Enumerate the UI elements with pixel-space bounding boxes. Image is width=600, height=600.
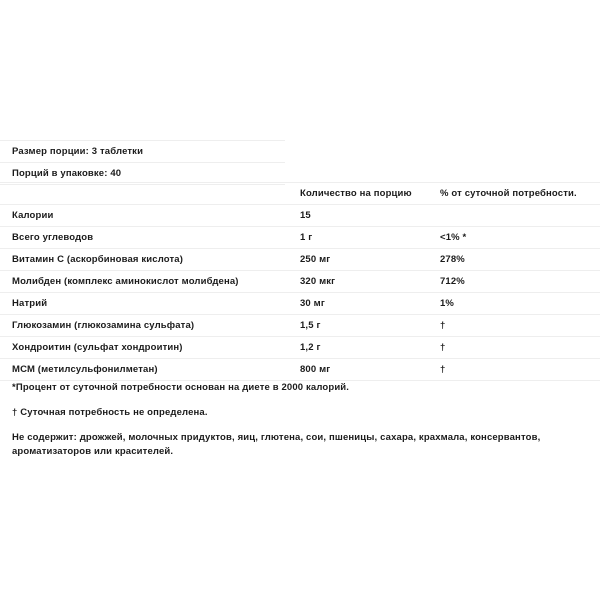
nutrient-amount: 15 <box>300 205 440 227</box>
table-row <box>0 293 600 315</box>
nutrient-daily-value: <1% * <box>440 227 600 249</box>
footnotes-block <box>12 381 572 470</box>
nutrient-name: Глюкозамин (глюкозамина сульфата) <box>0 315 300 337</box>
table-row <box>0 337 600 359</box>
footnote-dagger: † Суточная потребность не определена. <box>12 407 208 418</box>
serving-info-block <box>0 140 285 185</box>
footnote-free-from: Не содержит: дрожжей, молочных придуктов, яиц, глютена, сои, пшеницы, сахара, крахмала, консервантов, ароматизаторов или красителей. <box>12 432 541 457</box>
nutrient-amount: 320 мкг <box>300 271 440 293</box>
supplement-facts-table <box>0 182 600 381</box>
nutrient-name: Молибден (комплекс аминокислот молибдена) <box>0 271 300 293</box>
nutrient-amount: 30 мг <box>300 293 440 315</box>
column-header-daily-value: % от суточной потребности. <box>440 183 600 205</box>
table-row <box>0 205 600 227</box>
table-row <box>0 315 600 337</box>
nutrient-daily-value: † <box>440 315 600 337</box>
table-header-row <box>0 183 600 205</box>
nutrient-amount: 1,5 г <box>300 315 440 337</box>
nutrient-name: Натрий <box>0 293 300 315</box>
nutrient-daily-value: 1% <box>440 293 600 315</box>
nutrient-name: Всего углеводов <box>0 227 300 249</box>
nutrient-name: Калории <box>0 205 300 227</box>
table-body <box>0 205 600 381</box>
nutrient-daily-value: 712% <box>440 271 600 293</box>
table-row <box>0 359 600 381</box>
nutrient-name: МСМ (метилсульфонилметан) <box>0 359 300 381</box>
servings-per-container-row: Порций в упаковке: 40 <box>0 163 285 185</box>
nutrient-amount: 250 мг <box>300 249 440 271</box>
column-header-nutrient <box>0 183 300 205</box>
nutrient-name: Витамин С (аскорбиновая кислота) <box>0 249 300 271</box>
nutrient-name: Хондроитин (сульфат хондроитин) <box>0 337 300 359</box>
nutrient-daily-value: † <box>440 337 600 359</box>
nutrient-amount: 1,2 г <box>300 337 440 359</box>
nutrient-daily-value: † <box>440 359 600 381</box>
table-header <box>0 183 600 205</box>
nutrient-amount: 800 мг <box>300 359 440 381</box>
table-row <box>0 227 600 249</box>
footnote-percent-basis: *Процент от суточной потребности основан на диете в 2000 калорий. <box>12 382 350 393</box>
nutrient-daily-value <box>440 205 600 227</box>
nutrient-amount: 1 г <box>300 227 440 249</box>
table-row <box>0 249 600 271</box>
nutrient-daily-value: 278% <box>440 249 600 271</box>
serving-size-row: Размер порции: 3 таблетки <box>0 140 285 163</box>
column-header-amount-per-serving: Количество на порцию <box>300 183 440 205</box>
table-row <box>0 271 600 293</box>
